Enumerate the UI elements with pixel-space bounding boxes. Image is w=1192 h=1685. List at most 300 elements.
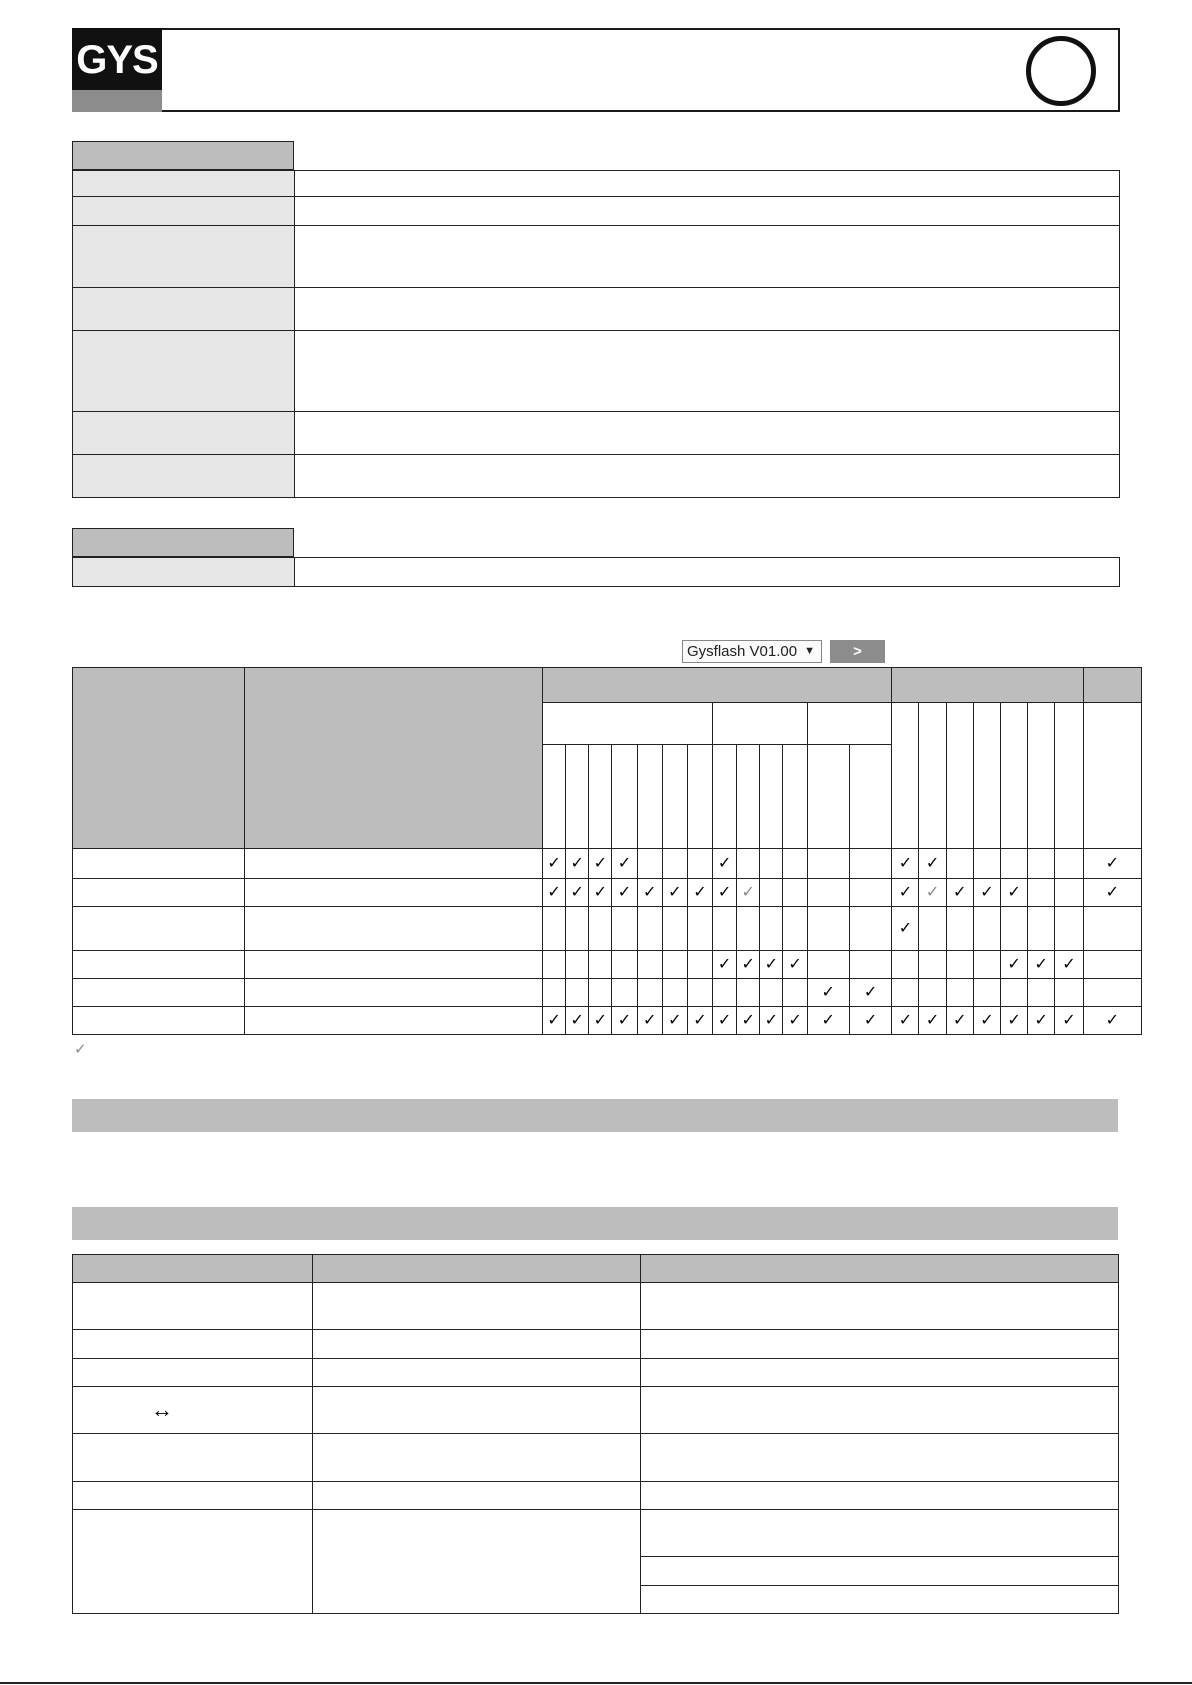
compatibility-cell — [566, 849, 589, 879]
spec-cell — [641, 1510, 1119, 1557]
grid-vertical-header — [737, 745, 760, 849]
compatibility-cell — [637, 907, 662, 951]
info-label-cell — [73, 455, 295, 498]
check-icon: ✓ — [898, 919, 913, 937]
spec-header-cell — [313, 1255, 641, 1283]
check-icon: ✓ — [617, 854, 632, 872]
spec-cell — [313, 1387, 641, 1434]
compatibility-cell — [737, 951, 760, 979]
spec-cell — [313, 1510, 641, 1614]
compatibility-cell — [1055, 979, 1083, 1007]
compatibility-table — [72, 667, 1142, 1035]
compatibility-cell — [589, 951, 612, 979]
compatibility-cell — [973, 1007, 1000, 1035]
compatibility-cell — [612, 907, 637, 951]
check-icon: ✓ — [1007, 883, 1021, 901]
check-icon: ✓ — [925, 1011, 940, 1029]
check-icon: ✓ — [1007, 1011, 1021, 1029]
check-icon: ✓ — [821, 1011, 835, 1029]
grid-label-cell — [245, 907, 543, 951]
compatibility-cell — [542, 879, 565, 907]
info-row — [73, 558, 1120, 587]
compatibility-cell — [919, 879, 946, 907]
spec-cell — [641, 1387, 1119, 1434]
grid-vertical-header — [637, 745, 662, 849]
check-icon: ✓ — [642, 1011, 657, 1029]
compatibility-cell — [783, 1007, 807, 1035]
compatibility-cell — [637, 849, 662, 879]
grid-row — [73, 979, 1142, 1007]
compatibility-cell — [1028, 951, 1055, 979]
compatibility-cell — [849, 951, 891, 979]
check-icon: ✓ — [788, 1011, 802, 1029]
spec-cell — [641, 1557, 1119, 1586]
grid-subheader-cell — [542, 703, 712, 745]
check-icon: ✓ — [593, 854, 608, 872]
grid-vertical-header — [1001, 703, 1028, 849]
compatibility-cell — [892, 979, 919, 1007]
grid-label-cell — [245, 849, 543, 879]
grid-vertical-header — [807, 745, 849, 849]
spec-row — [73, 1510, 1119, 1557]
compatibility-cell — [713, 907, 737, 951]
compatibility-cell — [612, 879, 637, 907]
compatibility-cell — [589, 1007, 612, 1035]
spec-header-cell — [641, 1255, 1119, 1283]
compatibility-cell — [760, 849, 783, 879]
grid-header-group — [1083, 668, 1141, 703]
compatibility-cell — [687, 907, 712, 951]
info-value-cell — [295, 558, 1120, 587]
info-row — [73, 331, 1120, 412]
compatibility-cell — [946, 907, 973, 951]
info-value-cell — [295, 331, 1120, 412]
compatibility-cell — [946, 1007, 973, 1035]
compatibility-cell — [713, 951, 737, 979]
check-icon: ✓ — [717, 854, 732, 872]
grid-vertical-header — [566, 745, 589, 849]
grid-vertical-header — [892, 703, 919, 849]
page-bottom-rule — [0, 1682, 1192, 1684]
check-icon: ✓ — [863, 1011, 878, 1029]
compatibility-cell — [713, 1007, 737, 1035]
check-icon: ✓ — [980, 883, 994, 901]
compatibility-cell — [1028, 1007, 1055, 1035]
grid-vertical-header — [662, 745, 687, 849]
compatibility-cell — [737, 979, 760, 1007]
check-icon: ✓ — [547, 854, 561, 872]
compatibility-cell — [687, 951, 712, 979]
compatibility-cell — [1055, 849, 1083, 879]
version-select-value: Gysflash V01.00 — [687, 643, 798, 660]
spec-table — [72, 1254, 1119, 1614]
check-icon: ✓ — [617, 883, 632, 901]
compatibility-cell — [807, 907, 849, 951]
spec-cell — [313, 1283, 641, 1330]
compatibility-cell — [760, 979, 783, 1007]
compatibility-cell — [1001, 979, 1028, 1007]
compatibility-cell — [946, 849, 973, 879]
compatibility-cell — [687, 979, 712, 1007]
info-value-cell — [295, 197, 1120, 226]
grid-label-cell — [73, 879, 245, 907]
compatibility-cell — [849, 979, 891, 1007]
compatibility-cell — [760, 951, 783, 979]
partial-check-icon: ✓ — [925, 883, 940, 901]
compatibility-cell — [1001, 907, 1028, 951]
info-label-cell — [73, 412, 295, 455]
grid-vertical-header — [783, 745, 807, 849]
compatibility-cell — [1028, 849, 1055, 879]
grid-label-cell — [245, 979, 543, 1007]
check-icon: ✓ — [693, 1011, 707, 1029]
grid-row — [73, 849, 1142, 879]
compatibility-cell — [1055, 1007, 1083, 1035]
dropdown-arrow-icon: ▼ — [804, 645, 815, 657]
compatibility-cell — [946, 879, 973, 907]
compatibility-cell — [542, 979, 565, 1007]
compatibility-cell — [973, 979, 1000, 1007]
check-icon: ✓ — [898, 854, 913, 872]
check-icon: ✓ — [863, 983, 878, 1001]
grid-vertical-header — [612, 745, 637, 849]
compatibility-cell — [1028, 879, 1055, 907]
compatibility-cell — [637, 951, 662, 979]
info-label-cell — [73, 171, 295, 197]
compatibility-cell — [662, 979, 687, 1007]
check-icon: ✓ — [717, 883, 732, 901]
product-info-table — [72, 170, 1120, 498]
grid-header-row — [73, 668, 1142, 703]
compatibility-cell — [807, 951, 849, 979]
spec-cell — [73, 1330, 313, 1359]
info-value-cell — [295, 455, 1120, 498]
grid-vertical-header — [542, 745, 565, 849]
compatibility-cell — [542, 907, 565, 951]
check-icon: ✓ — [1105, 854, 1119, 872]
grid-label-cell — [73, 849, 245, 879]
compatibility-cell — [849, 879, 891, 907]
check-icon: ✓ — [788, 955, 802, 973]
check-icon: ✓ — [741, 955, 755, 973]
compatibility-cell — [612, 1007, 637, 1035]
info-value-cell — [295, 171, 1120, 197]
check-icon: ✓ — [898, 1011, 913, 1029]
compatibility-cell — [1001, 849, 1028, 879]
compatibility-cell — [892, 849, 919, 879]
double-arrow-icon: ↔ — [151, 1397, 173, 1422]
grid-label-cell — [73, 907, 245, 951]
info-value-cell — [295, 288, 1120, 331]
grid-row — [73, 907, 1142, 951]
compatibility-cell — [542, 1007, 565, 1035]
grid-label-cell — [245, 951, 543, 979]
check-icon: ✓ — [1034, 955, 1048, 973]
info-row — [73, 455, 1120, 498]
grid-vertical-header — [1055, 703, 1083, 849]
compatibility-cell — [783, 879, 807, 907]
compatibility-cell — [1028, 907, 1055, 951]
grid-row — [73, 1007, 1142, 1035]
compatibility-cell — [919, 849, 946, 879]
spec-cell — [641, 1586, 1119, 1614]
grid-row — [73, 879, 1142, 907]
compatibility-cell — [1055, 907, 1083, 951]
compatibility-cell — [662, 879, 687, 907]
check-icon: ✓ — [1105, 1011, 1119, 1029]
spec-cell — [313, 1330, 641, 1359]
document-header — [72, 28, 1120, 112]
compatibility-cell — [542, 849, 565, 879]
info-value-cell — [295, 226, 1120, 288]
spec-row — [73, 1434, 1119, 1482]
info-value-cell — [295, 412, 1120, 455]
compatibility-cell — [849, 849, 891, 879]
compatibility-cell — [612, 951, 637, 979]
compatibility-cell — [637, 1007, 662, 1035]
grid-vertical-header — [1028, 703, 1055, 849]
check-icon: ✓ — [741, 1011, 755, 1029]
grid-header-group — [892, 668, 1083, 703]
info-label-cell — [73, 558, 295, 587]
section-bar — [72, 1099, 1118, 1132]
compatibility-cell — [760, 879, 783, 907]
grid-vertical-header — [849, 745, 891, 849]
compatibility-cell — [973, 879, 1000, 907]
check-icon: ✓ — [668, 1011, 682, 1029]
compatibility-cell — [946, 951, 973, 979]
check-icon: ✓ — [1105, 883, 1119, 901]
compatibility-cell — [713, 879, 737, 907]
compatibility-cell — [760, 1007, 783, 1035]
compatibility-cell — [662, 1007, 687, 1035]
grid-label-cell — [73, 1007, 245, 1035]
compatibility-cell — [807, 849, 849, 879]
compatibility-cell — [973, 907, 1000, 951]
grid-header-cell — [73, 668, 245, 849]
compatibility-cell — [783, 907, 807, 951]
check-icon: ✓ — [570, 1011, 584, 1029]
section-bar — [72, 1207, 1118, 1240]
grid-label-cell — [245, 879, 543, 907]
compatibility-cell — [892, 951, 919, 979]
compatibility-cell — [566, 907, 589, 951]
spec-cell — [313, 1434, 641, 1482]
spec-cell — [641, 1330, 1119, 1359]
compatibility-cell — [662, 849, 687, 879]
grid-vertical-header — [1083, 703, 1141, 849]
spec-header-cell — [73, 1255, 313, 1283]
compatibility-cell — [946, 979, 973, 1007]
grid-vertical-header — [946, 703, 973, 849]
partial-check-icon: ✓ — [741, 883, 755, 901]
check-icon: ✓ — [1034, 1011, 1048, 1029]
go-button[interactable]: > — [830, 640, 885, 663]
check-icon: ✓ — [593, 1011, 608, 1029]
compatibility-cell — [760, 907, 783, 951]
spec-header-row — [73, 1255, 1119, 1283]
check-icon: ✓ — [617, 1011, 632, 1029]
grid-vertical-header — [687, 745, 712, 849]
compatibility-cell — [1083, 849, 1141, 879]
info-row — [73, 226, 1120, 288]
grid-vertical-header — [760, 745, 783, 849]
compatibility-cell — [919, 907, 946, 951]
grid-label-cell — [245, 1007, 543, 1035]
check-icon: ✓ — [1007, 955, 1021, 973]
compatibility-cell — [637, 879, 662, 907]
check-icon: ✓ — [898, 883, 913, 901]
info-label-cell — [73, 288, 295, 331]
compatibility-cell — [807, 1007, 849, 1035]
compatibility-cell — [662, 951, 687, 979]
grid-label-cell — [73, 979, 245, 1007]
check-icon: ✓ — [980, 1011, 994, 1029]
compatibility-cell — [713, 849, 737, 879]
spec-cell — [641, 1482, 1119, 1510]
grid-vertical-header — [919, 703, 946, 849]
compatibility-cell — [919, 979, 946, 1007]
spec-cell — [73, 1510, 313, 1614]
spec-cell — [73, 1359, 313, 1387]
grid-subheader-cell — [713, 703, 808, 745]
spec-cell — [641, 1283, 1119, 1330]
language-circle-icon — [1026, 36, 1096, 106]
compatibility-cell — [783, 951, 807, 979]
compatibility-cell — [566, 951, 589, 979]
spec-cell — [73, 1482, 313, 1510]
compatibility-cell — [807, 979, 849, 1007]
check-icon: ✓ — [570, 883, 584, 901]
info-label-cell — [73, 226, 295, 288]
compatibility-cell — [849, 907, 891, 951]
secondary-info-header — [72, 528, 294, 557]
spec-row — [73, 1387, 1119, 1434]
compatibility-cell — [783, 849, 807, 879]
info-row — [73, 412, 1120, 455]
check-icon: ✓ — [717, 955, 732, 973]
check-icon: ✓ — [547, 883, 561, 901]
grid-vertical-header — [589, 745, 612, 849]
compatibility-cell — [1055, 879, 1083, 907]
grid-vertical-header — [973, 703, 1000, 849]
check-icon: ✓ — [547, 1011, 561, 1029]
spec-cell — [73, 1387, 313, 1434]
grid-label-cell — [73, 951, 245, 979]
compatibility-cell — [783, 979, 807, 1007]
compatibility-cell — [892, 907, 919, 951]
secondary-info-table — [72, 557, 1120, 587]
compatibility-cell — [919, 951, 946, 979]
compatibility-cell — [849, 1007, 891, 1035]
compatibility-cell — [566, 879, 589, 907]
compatibility-cell — [589, 849, 612, 879]
compatibility-cell — [737, 849, 760, 879]
compatibility-cell — [973, 849, 1000, 879]
info-label-cell — [73, 197, 295, 226]
check-icon: ✓ — [593, 883, 608, 901]
compatibility-cell — [807, 879, 849, 907]
compatibility-cell — [637, 979, 662, 1007]
compatibility-cell — [542, 951, 565, 979]
compatibility-cell — [1001, 951, 1028, 979]
spec-cell — [641, 1359, 1119, 1387]
compatibility-cell — [1028, 979, 1055, 1007]
check-icon: ✓ — [764, 955, 779, 973]
partial-compatibility-legend-icon: ✓ — [74, 1041, 87, 1058]
check-icon: ✓ — [717, 1011, 732, 1029]
spec-row — [73, 1359, 1119, 1387]
grid-header-cell — [245, 668, 543, 849]
check-icon: ✓ — [668, 883, 682, 901]
check-icon: ✓ — [764, 1011, 779, 1029]
compatibility-cell — [1083, 979, 1141, 1007]
compatibility-cell — [737, 879, 760, 907]
check-icon: ✓ — [1062, 955, 1076, 973]
compatibility-cell — [1083, 879, 1141, 907]
compatibility-cell — [737, 907, 760, 951]
spec-cell — [313, 1482, 641, 1510]
gys-logo: GYS — [76, 38, 158, 82]
grid-row — [73, 951, 1142, 979]
info-row — [73, 171, 1120, 197]
compatibility-cell — [687, 1007, 712, 1035]
info-row — [73, 288, 1120, 331]
compatibility-cell — [1083, 1007, 1141, 1035]
compatibility-cell — [589, 979, 612, 1007]
compatibility-cell — [566, 979, 589, 1007]
compatibility-cell — [1001, 1007, 1028, 1035]
check-icon: ✓ — [642, 883, 657, 901]
compatibility-cell — [1055, 951, 1083, 979]
compatibility-cell — [973, 951, 1000, 979]
compatibility-cell — [589, 907, 612, 951]
grid-body — [73, 849, 1142, 1035]
compatibility-cell — [1001, 879, 1028, 907]
spec-cell — [313, 1359, 641, 1387]
check-icon: ✓ — [570, 854, 584, 872]
check-icon: ✓ — [925, 854, 940, 872]
spec-cell — [73, 1434, 313, 1482]
check-icon: ✓ — [821, 983, 835, 1001]
compatibility-cell — [589, 879, 612, 907]
compatibility-cell — [1083, 951, 1141, 979]
spec-row — [73, 1330, 1119, 1359]
compatibility-cell — [713, 979, 737, 1007]
spec-cell — [641, 1434, 1119, 1482]
check-icon: ✓ — [953, 883, 967, 901]
compatibility-cell — [612, 979, 637, 1007]
product-info-header — [72, 141, 294, 170]
compatibility-cell — [612, 849, 637, 879]
compatibility-cell — [662, 907, 687, 951]
compatibility-cell — [687, 879, 712, 907]
version-select[interactable] — [682, 640, 822, 663]
info-row — [73, 197, 1120, 226]
compatibility-cell — [1083, 907, 1141, 951]
grid-header-group — [542, 668, 891, 703]
spec-cell — [73, 1283, 313, 1330]
grid-vertical-header — [713, 745, 737, 849]
compatibility-cell — [737, 1007, 760, 1035]
compatibility-cell — [566, 1007, 589, 1035]
check-icon: ✓ — [953, 1011, 967, 1029]
compatibility-cell — [892, 1007, 919, 1035]
spec-row — [73, 1283, 1119, 1330]
compatibility-cell — [687, 849, 712, 879]
grid-subheader-cell — [807, 703, 892, 745]
check-icon: ✓ — [693, 883, 707, 901]
